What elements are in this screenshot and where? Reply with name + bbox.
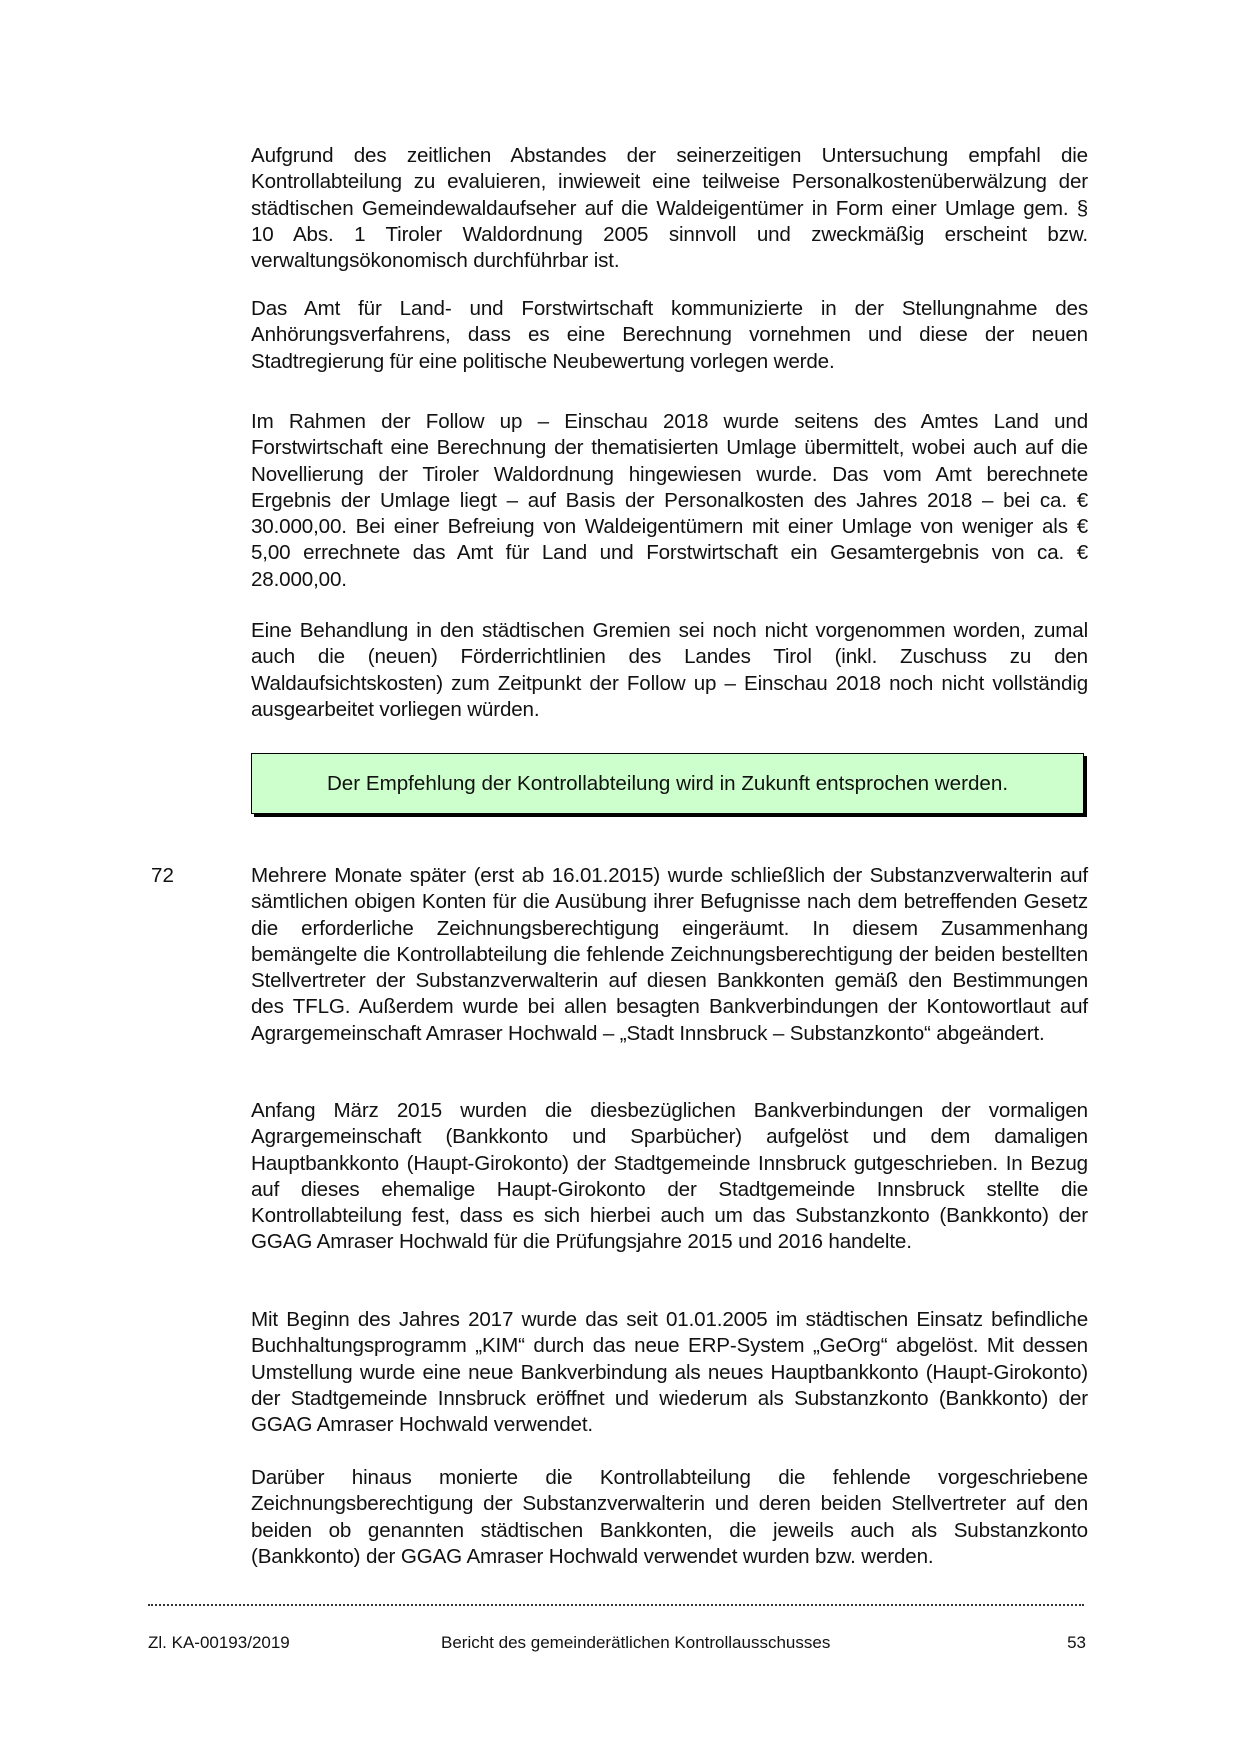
footer-title: Bericht des gemeinderätlichen Kontrollausschusses [441,1633,831,1652]
paragraph-zeichnungsberechtigung: Mehrere Monate später (erst ab 16.01.2015) wurde schließlich der Substanzverwalterin auf sämtlichen obigen Konten für die Ausübung ihrer Befugnisse nach dem betreffenden Gesetz die erforderliche Zeichnungsberechtigung eingeräumt. In diesem Zusammenhang bemängelte die Kontrollabteilung die fehlende Zeichnungsberechtigung der beiden bestellten Stellvertreter der Substanzverwalterin auf diesen Bankkonten gemäß den Bestimmungen des TFLG. Außerdem wurde bei allen besagten Bankverbindungen der Kontowortlaut auf Agrargemeinschaft Amraser Hochwald – „Stadt Innsbruck – Substanzkonto“ abgeändert. [251,864,1088,1045]
recommendation-callout-box [251,753,1084,814]
paragraph-umlage-recommendation: Aufgrund des zeitlichen Abstandes der seinerzeitigen Untersuchung empfahl die Kontrollabteilung zu evaluieren, inwieweit eine teilweise Personalkostenüberwälzung der städtischen Gemeindewaldaufseher auf die Waldeigentümer in Form einer Umlage gem. § 10 Abs. 1 Tiroler Waldordnung 2005 sinnvoll und zweckmäßig erscheint bzw. verwaltungsökonomisch durchführbar ist. [251,144,1088,273]
section-number: 72 [151,864,174,887]
paragraph-erp-georg: Mit Beginn des Jahres 2017 wurde das seit 01.01.2005 im städtischen Einsatz befindliche Buchhaltungsprogramm „KIM“ durch das neue ERP-System „GeOrg“ abgelöst. Mit dessen Umstellung wurde eine neue Bankverbindung als neues Hauptbankkonto (Haupt-Girokonto) der Stadtgemeinde Innsbruck eröffnet und wiederum als Substanzkonto (Bankkonto) der GGAG Amraser Hochwald verwendet. [251,1308,1088,1437]
paragraph-follow-up-berechnung: Im Rahmen der Follow up – Einschau 2018 wurde seitens des Amtes Land und Forstwirtschaft eine Berechnung der thematisierten Umlage übermittelt, wobei auch auf die Novellierung der Tiroler Waldordnung hingewiesen wurde. Das vom Amt berechnete Ergebnis der Umlage liegt – auf Basis der Personalkosten des Jahres 2018 – bei ca. € 30.000,00. Bei einer Befreiung von Waldeigentümern mit einer Umlage von weniger als € 5,00 errechnete das Amt für Land und Forstwirtschaft ein Gesamtergebnis von ca. € 28.000,00. [251,410,1088,591]
paragraph-fehlende-zeichnungsberechtigung: Darüber hinaus monierte die Kontrollabteilung die fehlende vorgeschriebene Zeichnungsberechtigung der Substanzverwalterin und deren beiden Stellvertreter auf den beiden ob genannten städtischen Bankkonten, die jeweils auch als Substanzkonto (Bankkonto) der GGAG Amraser Hochwald verwendet wurden bzw. werden. [251,1466,1088,1568]
footer-divider [148,1604,1084,1606]
callout-text: Der Empfehlung der Kontrollabteilung wird in Zukunft entsprochen werden. [326,771,1009,795]
page-footer [148,1630,1086,1656]
paragraph-bankverbindungen-aufgeloest: Anfang März 2015 wurden die diesbezüglichen Bankverbindungen der vormaligen Agrargemeinschaft (Bankkonto und Sparbücher) aufgelöst und dem damaligen Hauptbankkonto (Haupt-Girokonto) der Stadtgemeinde Innsbruck gutgeschrieben. In Bezug auf dieses ehemalige Haupt-Girokonto der Stadtgemeinde Innsbruck stellte die Kontrollabteilung fest, dass es sich hierbei auch um das Substanzkonto (Bankkonto) der GGAG Amraser Hochwald für die Prüfungsjahre 2015 und 2016 handelte. [251,1099,1088,1254]
paragraph-behandlung-gremien: Eine Behandlung in den städtischen Gremien sei noch nicht vorgenommen worden, zumal auch die (neuen) Förderrichtlinien des Landes Tirol (inkl. Zuschuss zu den Waldaufsichtskosten) zum Zeitpunkt der Follow up – Einschau 2018 noch nicht vollständig ausgearbeitet vorliegen würden. [251,619,1088,721]
paragraph-amt-stellungnahme: Das Amt für Land- und Forstwirtschaft kommunizierte in der Stellungnahme des Anhörungsverfahrens, dass es eine Berechnung vornehmen und diese der neuen Stadtregierung für eine politische Neubewertung vorlegen werde. [251,297,1088,373]
page-number: 53 [1067,1633,1086,1652]
footer-reference: Zl. KA-00193/2019 [148,1633,290,1652]
